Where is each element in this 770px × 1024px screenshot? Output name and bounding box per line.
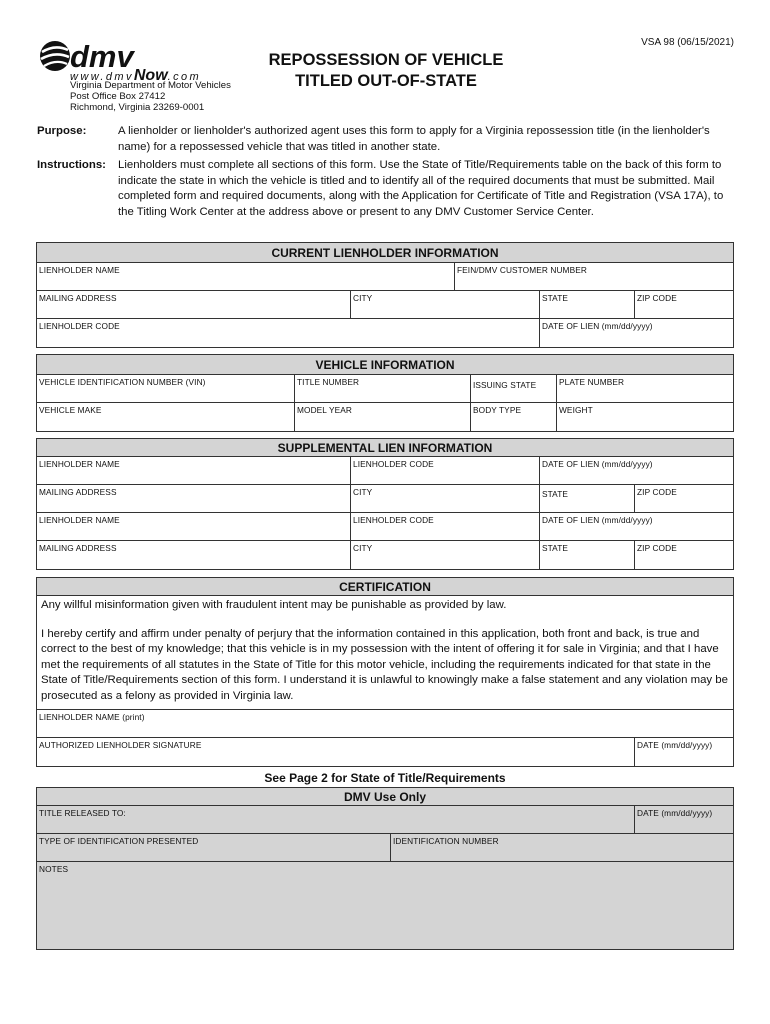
field-label: STATE [542,543,569,553]
field-label: VEHICLE MAKE [39,405,102,415]
section-header: CERTIFICATION [37,578,733,596]
title-number-field[interactable] [294,375,470,402]
field-label: FEIN/DMV CUSTOMER NUMBER [457,265,587,275]
field-label: AUTHORIZED LIENHOLDER SIGNATURE [39,740,202,750]
supp-lienholder-code-field-2[interactable] [350,513,539,540]
field-label: ZIP CODE [637,293,677,303]
instructions-label: Instructions: [37,159,106,171]
logo-url-left: www.dmv [70,71,134,82]
state-field[interactable] [539,291,634,318]
vehicle-section [36,354,734,432]
model-year-field[interactable] [294,403,470,431]
instructions-text: Lienholders must complete all sections of this form. Use the State of Title/Requirements table on the back of this form to indicate the state in which the vehicle is titled and to identify all of the required documents that must be submitted. Mail completed form and required documents, along with the Application for Certificate of Title and Registration (VSA 17A), to the Titling Work Center at the address above or present to any DMV Customer Service Center. [118,159,724,218]
page2-note: See Page 2 for State of Title/Requirements [264,771,506,785]
dmv-logo-graphic [38,38,238,82]
certification-date-field[interactable] [634,738,733,766]
field-label: MAILING ADDRESS [39,543,117,553]
field-label: STATE [542,293,569,303]
supp-date-of-lien-field-1[interactable] [539,457,733,484]
field-label: MODEL YEAR [297,405,352,415]
field-label: ISSUING STATE [473,380,537,390]
id-number-field[interactable] [390,834,733,861]
id-type-field[interactable] [37,834,390,861]
field-label: LIENHOLDER NAME [39,459,120,469]
field-label: DATE OF LIEN (mm/dd/yyyy) [542,515,653,525]
dmv-use-section [36,787,734,950]
lienholder-code-field[interactable] [37,319,539,347]
field-label: IDENTIFICATION NUMBER [393,836,499,846]
issuing-state-field[interactable] [470,375,556,402]
logo-url-right: .com [167,71,202,82]
current-lienholder-section [36,242,734,348]
field-label: WEIGHT [559,405,593,415]
supp-lienholder-name-field-1[interactable] [37,457,350,484]
dmv-wordmark: dmv [70,39,134,74]
field-label: CITY [353,543,373,553]
supp-city-field-1[interactable] [350,485,539,512]
form-title-line1: REPOSSESSION OF VEHICLE [268,51,504,69]
section-header: SUPPLEMENTAL LIEN INFORMATION [37,439,733,457]
title-released-to-field[interactable] [37,806,634,833]
date-of-lien-field[interactable] [539,319,733,347]
body-type-field[interactable] [470,403,556,431]
logo-url-now: Now [133,67,168,82]
form-title-line2: TITLED OUT-OF-STATE [295,72,477,90]
field-label: TYPE OF IDENTIFICATION PRESENTED [39,836,199,846]
field-label: TITLE NUMBER [297,377,360,387]
supp-mailing-address-field-1[interactable] [37,485,350,512]
certification-text [37,596,733,705]
supplemental-lien-section [36,438,734,570]
notes-field[interactable] [37,862,733,949]
supp-zip-code-field-1[interactable] [634,485,733,512]
field-label: LIENHOLDER NAME [39,265,120,275]
field-label: DATE (mm/dd/yyyy) [637,740,713,750]
swirl-icon [40,41,70,71]
field-label: ZIP CODE [637,487,677,497]
certification-warning: Any willful misinformation given with fraudulent intent may be punishable as provided by law. [41,599,507,611]
supp-lienholder-name-field-2[interactable] [37,513,350,540]
signature-field[interactable] [37,738,634,766]
supp-lienholder-code-field-1[interactable] [350,457,539,484]
dmv-date-field[interactable] [634,806,733,833]
field-label: ZIP CODE [637,543,677,553]
field-label: LIENHOLDER CODE [353,459,434,469]
supp-date-of-lien-field-2[interactable] [539,513,733,540]
field-label: VEHICLE IDENTIFICATION NUMBER (VIN) [39,377,206,387]
certification-statement: I hereby certify and affirm under penalty of perjury that the information contained in this application, both front and back, is true and correct to the best of my knowledge; that this vehicle is in my possession with the intent of offering it for sale in Virginia; and that I have met the requirements of all statutes in the State of Title for this motor vehicle, including the requirements indicated for that state in the State of Title/Requirements section of this form. I understand it is unlawful to knowingly make a false statement and any violation may be prosecuted as a felony as provided in Virginia law. [41,627,728,702]
field-label: NOTES [39,864,69,874]
lienholder-name-field[interactable] [37,263,454,290]
section-header: VEHICLE INFORMATION [37,355,733,375]
zip-code-field[interactable] [634,291,733,318]
city-field[interactable] [350,291,539,318]
vin-field[interactable] [37,375,294,402]
form-title [238,50,534,92]
field-label: DATE (mm/dd/yyyy) [637,808,713,818]
purpose-label: Purpose: [37,125,87,137]
supp-mailing-address-field-2[interactable] [37,541,350,569]
field-label: PLATE NUMBER [559,377,625,387]
field-label: CITY [353,293,373,303]
fein-field[interactable] [454,263,733,290]
field-label: MAILING ADDRESS [39,293,117,303]
field-label: BODY TYPE [473,405,522,415]
field-label: DATE OF LIEN (mm/dd/yyyy) [542,321,653,331]
weight-field[interactable] [556,403,733,431]
agency-name: Virginia Department of Motor Vehicles [70,80,231,91]
plate-number-field[interactable] [556,375,733,402]
section-header: DMV Use Only [37,788,733,806]
lienholder-name-print-field[interactable] [37,710,733,737]
field-label: LIENHOLDER CODE [353,515,434,525]
supp-state-field-1[interactable] [539,485,634,512]
supp-zip-code-field-2[interactable] [634,541,733,569]
field-label: DATE OF LIEN (mm/dd/yyyy) [542,459,653,469]
purpose-text: A lienholder or lienholder's authorized agent uses this form to apply for a Virginia repossession title (in the lienholder's name) for a repossessed vehicle that was titled in another state. [118,125,710,153]
field-label: STATE [542,489,569,499]
field-label: LIENHOLDER NAME (print) [39,712,145,722]
field-label: MAILING ADDRESS [39,487,117,497]
form-number: VSA 98 (06/15/2021) [641,37,734,48]
section-header: CURRENT LIENHOLDER INFORMATION [37,243,733,263]
agency-address [70,81,231,113]
field-label: CITY [353,487,373,497]
supp-city-field-2[interactable] [350,541,539,569]
agency-city: Richmond, Virginia 23269-0001 [70,101,205,113]
field-label: LIENHOLDER NAME [39,515,120,525]
vehicle-make-field[interactable] [37,403,294,431]
agency-po-box: Post Office Box 27412 [70,90,166,102]
mailing-address-field[interactable] [37,291,350,318]
certification-section [36,577,734,767]
supp-state-field-2[interactable] [539,541,634,569]
field-label: TITLE RELEASED TO: [39,808,126,818]
field-label: LIENHOLDER CODE [39,321,120,331]
